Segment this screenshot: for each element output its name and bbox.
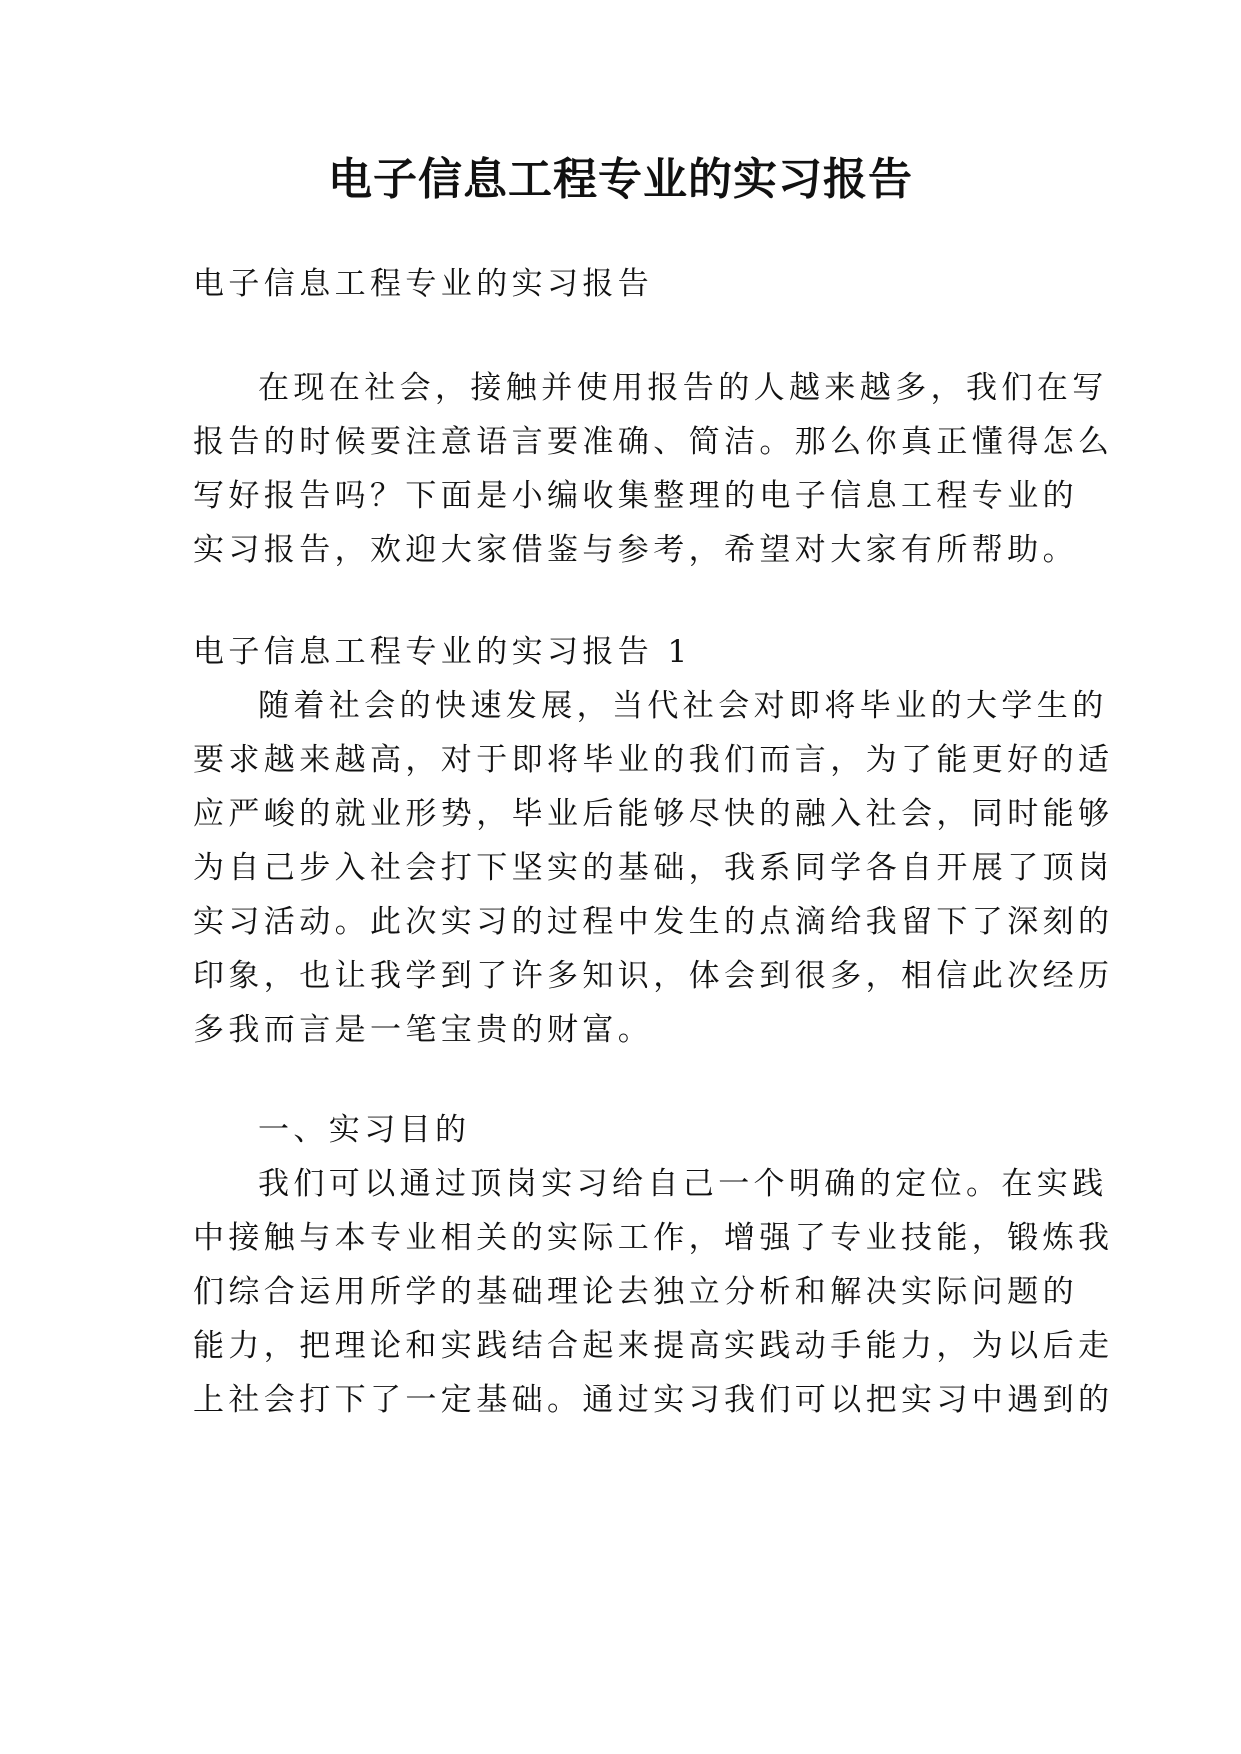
section1-line: 实习活动。此次实习的过程中发生的点滴给我留下了深刻的 — [193, 904, 1114, 940]
purpose-line: 我们可以通过顶岗实习给自己一个明确的定位。在实践 — [258, 1166, 1108, 1202]
section1-line: 印象，也让我学到了许多知识，体会到很多，相信此次经历 — [193, 958, 1114, 994]
purpose-line: 中接触与本专业相关的实际工作，增强了专业技能，锻炼我 — [193, 1220, 1114, 1256]
section1-heading: 电子信息工程专业的实习报告 1 — [193, 634, 692, 670]
purpose-heading: 一、实习目的 — [258, 1112, 471, 1148]
purpose-line: 们综合运用所学的基础理论去独立分析和解决实际问题的 — [193, 1274, 1078, 1310]
intro-line: 写好报告吗？下面是小编收集整理的电子信息工程专业的 — [193, 478, 1078, 514]
section1-line: 多我而言是一笔宝贵的财富。 — [193, 1012, 654, 1048]
section1-line: 应严峻的就业形势，毕业后能够尽快的融入社会，同时能够 — [193, 796, 1114, 832]
section1-line: 为自己步入社会打下坚实的基础，我系同学各自开展了顶岗 — [193, 850, 1114, 886]
intro-line: 报告的时候要注意语言要准确、简洁。那么你真正懂得怎么 — [193, 424, 1114, 460]
section1-line: 要求越来越高，对于即将毕业的我们而言，为了能更好的适 — [193, 742, 1114, 778]
intro-line: 在现在社会，接触并使用报告的人越来越多，我们在写 — [258, 370, 1108, 406]
document-subtitle: 电子信息工程专业的实习报告 — [193, 266, 654, 302]
purpose-line: 上社会打下了一定基础。通过实习我们可以把实习中遇到的 — [193, 1382, 1114, 1418]
document-title: 电子信息工程专业的实习报告 — [328, 154, 913, 205]
section1-line: 随着社会的快速发展，当代社会对即将毕业的大学生的 — [258, 688, 1108, 724]
purpose-line: 能力，把理论和实践结合起来提高实践动手能力，为以后走 — [193, 1328, 1114, 1364]
intro-line: 实习报告，欢迎大家借鉴与参考，希望对大家有所帮助。 — [193, 532, 1078, 568]
